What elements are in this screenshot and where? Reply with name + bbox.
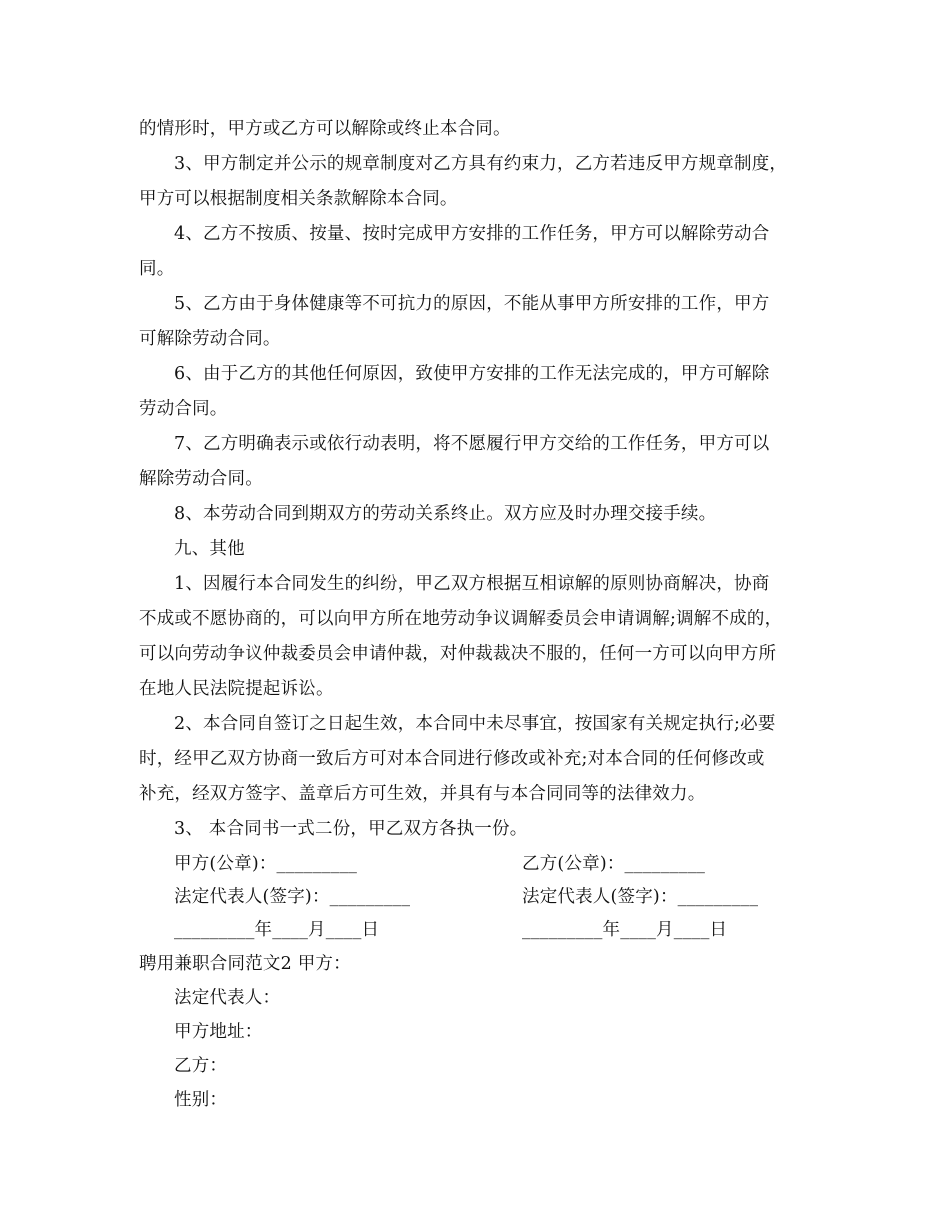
paragraph-line: 劳动合同。 bbox=[139, 399, 228, 419]
party-b-seal: 乙方(公章)：_________ bbox=[522, 854, 706, 874]
paragraph-line: 5、乙方由于身体健康等不可抗力的原因，不能从事甲方所安排的工作，甲方 bbox=[174, 294, 770, 314]
party-b-date: _________年____月____日 bbox=[522, 920, 728, 940]
section-heading: 九、其他 bbox=[174, 539, 245, 559]
paragraph-line: 时，经甲乙双方协商一致后方可对本合同进行修改或补充;对本合同的任何修改或 bbox=[139, 749, 765, 769]
paragraph-line: 在地人民法院提起诉讼。 bbox=[139, 679, 334, 699]
party-b-representative: 法定代表人(签字)：_________ bbox=[522, 887, 759, 907]
paragraph-line: 6、由于乙方的其他任何原因，致使甲方安排的工作无法完成的，甲方可解除 bbox=[174, 364, 770, 384]
field-party-a-address: 甲方地址： bbox=[174, 1022, 263, 1042]
party-a-date: _________年____月____日 bbox=[174, 920, 380, 940]
party-a-seal: 甲方(公章)：_________ bbox=[174, 854, 358, 874]
paragraph-line: 解除劳动合同。 bbox=[139, 469, 263, 489]
paragraph-line: 1、因履行本合同发生的纠纷，甲乙双方根据互相谅解的原则协商解决，协商 bbox=[174, 574, 770, 594]
paragraph-line: 8、本劳动合同到期双方的劳动关系终止。双方应及时办理交接手续。 bbox=[174, 504, 717, 524]
paragraph-line: 的情形时，甲方或乙方可以解除或终止本合同。 bbox=[139, 119, 511, 139]
field-gender: 性别： bbox=[174, 1090, 228, 1110]
party-a-representative: 法定代表人(签字)：_________ bbox=[174, 887, 411, 907]
field-legal-representative: 法定代表人： bbox=[174, 988, 281, 1008]
paragraph-line: 不成或不愿协商的，可以向甲方所在地劳动争议调解委员会申请调解;调解不成的， bbox=[139, 609, 783, 629]
paragraph-line: 3、 本合同书一式二份，甲乙双方各执一份。 bbox=[174, 819, 528, 839]
paragraph-line: 可以向劳动争议仲裁委员会申请仲裁，对仲裁裁决不服的，任何一方可以向甲方所 bbox=[139, 644, 777, 664]
paragraph-line: 7、乙方明确表示或依行动表明，将不愿履行甲方交给的工作任务，甲方可以 bbox=[174, 434, 770, 454]
paragraph-line: 可解除劳动合同。 bbox=[139, 329, 281, 349]
field-party-b: 乙方： bbox=[174, 1056, 228, 1076]
paragraph-line: 3、甲方制定并公示的规章制度对乙方具有约束力，乙方若违反甲方规章制度， bbox=[174, 154, 788, 174]
paragraph-line: 2、本合同自签订之日起生效，本合同中未尽事宜，按国家有关规定执行;必要 bbox=[174, 714, 776, 734]
paragraph-line: 补充，经双方签字、盖章后方可生效，并具有与本合同同等的法律效力。 bbox=[139, 784, 706, 804]
paragraph-line: 甲方可以根据制度相关条款解除本合同。 bbox=[139, 189, 458, 209]
second-contract-title: 聘用兼职合同范文2 甲方： bbox=[139, 954, 351, 974]
paragraph-line: 同。 bbox=[139, 259, 175, 279]
paragraph-line: 4、乙方不按质、按量、按时完成甲方安排的工作任务，甲方可以解除劳动合 bbox=[174, 224, 770, 244]
